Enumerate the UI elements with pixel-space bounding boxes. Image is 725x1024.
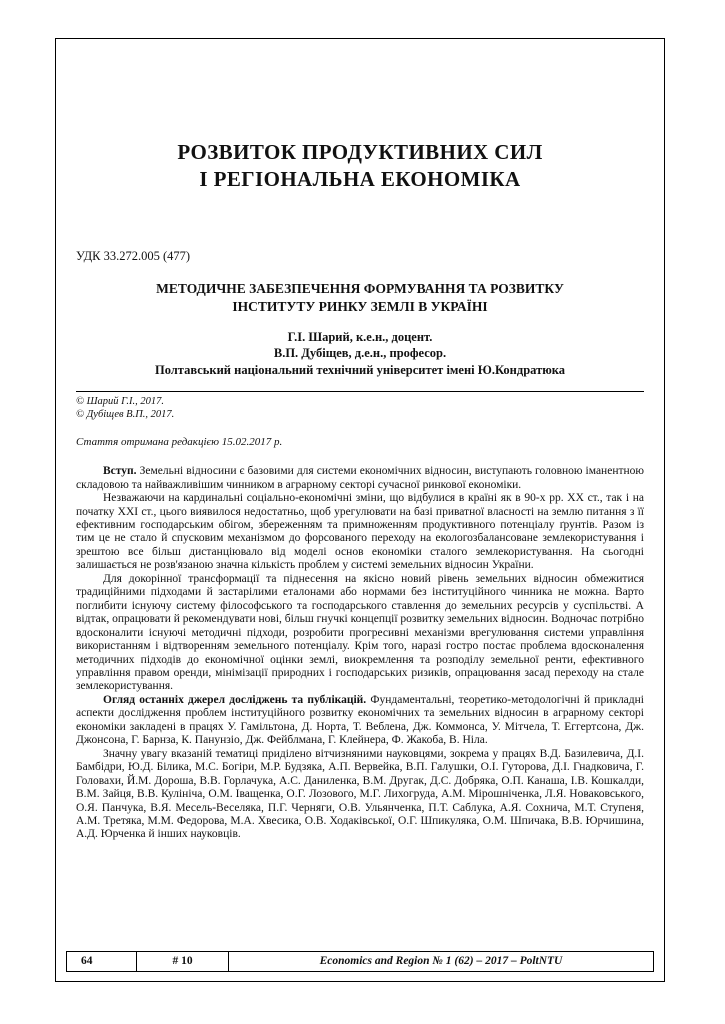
received-note: Стаття отримана редакцією 15.02.2017 р. <box>76 436 283 449</box>
paragraph-intro <box>76 465 644 492</box>
paragraph-text: Земельні відносини є базовими для системи економічних відносин, виступають головною іманентною складовою та найважливішим чинником в аграрному секторі сучасної ринкової економіки. <box>76 465 644 491</box>
paragraph <box>76 492 644 573</box>
paragraph-text: Значну увагу вказаній тематиці приділено вітчизняними науковцями, зокрема у працях В.Д. Базилевича, Д.І. Бамбідри, Ю.Д. Білика, М.С. Богіри, М.Р. Будзяка, А.П. Вервейка, В.П. Галушки, О.І. Гуторова, Д.І. Гнадковича, Г. Головахи, Й.М. Дороша, В.В. Горлачука, А.С. Даниленка, В.М. Другак, Д.С. Добряка, О.П. Канаша, І.В. Кошкалди, В.М. Зайця, В.В. Кулініча, О.М. Іващенка, О.Г. Лозового, М.Г. Лихогруда, А.М. Мірошніченка, Л.Я. Новаковського, О.Я. Панчука, В.Я. Месель-Веселяка, П.Г. Черняги, О.В. Ульянченка, П.Т. Саблука, А.Я. Сохнича, М.Т. Ступеня, А.М. Третяка, М.М. Федорова, М.А. Хвесика, О.В. Ходаківської, О.Г. Шпикуляка, О.М. Шпичака, В.В. Юрчишина, А.Д. Юрченка й інших науковців. <box>76 747 644 841</box>
footer-journal-title: Economics and Region № 1 (62) – 2017 – PoltNTU <box>319 954 563 967</box>
article-body <box>76 465 644 842</box>
footer-issue-number: # 10 <box>137 952 229 972</box>
copyright-block <box>76 391 644 421</box>
paragraph-text: Незважаючи на кардинальні соціально-економічні зміни, що відбулися в країні як в 90-х рр. ХХ ст., так і на початку ХХІ ст., цього виявилося недостатньо, щоб урегулювати на базі приватної власності на землю питання з її ефективним господарським обігом, збереженням та примноженням продуктивного потенціалу ґрунтів. Разом із тим це не стало й спусковим механізмом до форсованого переходу на екологозбалансоване землекористування і зрештою все більш дистанціювало від моделі основ економіки сталого землекористування. На сьогодні залишається не розв'язаною значна кількість проблем у системі земельних відносин України. <box>76 492 644 572</box>
copyright-note-1: © Шарий Г.І., 2017. <box>76 395 164 407</box>
page-footer <box>66 951 654 973</box>
footer-page-number: 64 <box>67 952 137 972</box>
paragraph-lead: Вступ. <box>103 465 140 478</box>
page-border-frame <box>55 38 665 982</box>
paragraph-text: Для докорінної трансформації та піднесення на якісно новий рівень земельних відносин обмежитися традиційними підходами й застарілими еталонами або нормами без інституційного чинника не можна. Варто поглибити існуючу систему філософського та господарського ставлення до земельних ресурсів у суспільстві. А відтак, опрацювати й рекомендувати нові, більш гнучкі концепції розвитку земельних відносин. Водночас потрібно вдосконалити існуючі методичні підходи, розробити прогресивні механізми врегулювання системи управління використанням і відтворенням земельного потенціалу. Крім того, наразі гостро постає проблема вдосконалення методичних підходів до економічної оцінки землі, виокремлення та розподілу земельної ренти, ефективного управління правом оренди, мінімізації природних і господарських ризиків, опрацювання засад переходу на стале землекористування. <box>76 572 644 693</box>
paragraph-text: Фундаментальні, теоретико-методологічні й прикладні аспекти дослідження проблем інституційного розвитку економічних та земельних відносин в аграрному секторі економіки закладені в працях У. Гамільтона, Д. Норта, Т. Веблена, Дж. Коммонса, У. Мітчела, Т. Еггертсона, Дж. Джонсона, Г. Барнза, К. Панунзіо, Дж. Фейблмана, Г. Клейнера, Ф. Жакоба, В. Ніла. <box>76 693 644 747</box>
authors-block <box>76 329 644 378</box>
udc-code: УДК 33.272.005 (477) <box>76 248 191 263</box>
section-title <box>76 139 644 193</box>
author-line-1: Г.І. Шарий, к.е.н., доцент. <box>287 330 433 345</box>
author-line-2: В.П. Дубіщев, д.е.н., професор. <box>273 346 447 361</box>
paragraph <box>76 748 644 842</box>
copyright-note-2: © Дубіщев В.П., 2017. <box>76 409 175 421</box>
paragraph-sources-review <box>76 694 644 748</box>
affiliation: Полтавський національний технічний університет імені Ю.Кондратюка <box>154 362 566 377</box>
paragraph <box>76 573 644 694</box>
paragraph-lead: Огляд останніх джерел досліджень та публікацій. <box>103 693 371 706</box>
article-title-line1: МЕТОДИЧНЕ ЗАБЕЗПЕЧЕННЯ ФОРМУВАННЯ ТА РОЗВИТКУ <box>156 280 564 296</box>
article-title <box>76 280 644 316</box>
section-title-line1: РОЗВИТОК ПРОДУКТИВНИХ СИЛ <box>177 140 543 164</box>
article-title-line2: ІНСТИТУТУ РИНКУ ЗЕМЛІ В УКРАЇНІ <box>232 298 488 314</box>
section-title-line2: І РЕГІОНАЛЬНА ЕКОНОМІКА <box>199 166 521 191</box>
